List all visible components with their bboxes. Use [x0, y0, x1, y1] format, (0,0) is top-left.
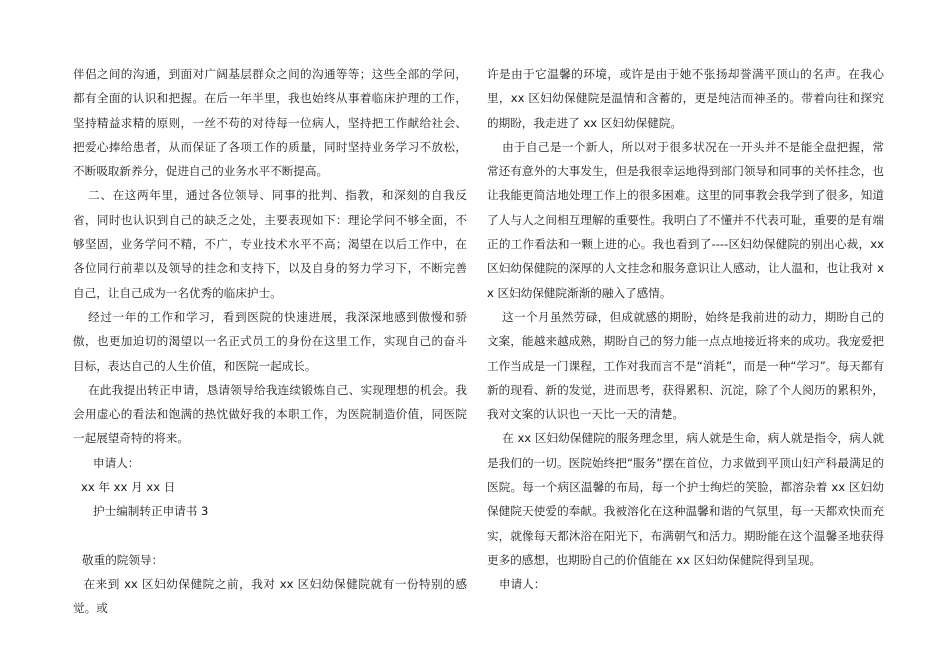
left-paragraph-4: 在此我提出转正申请，恳请领导给我连续锻炼自己、实现理想的机会。我会用虚心的看法和饱满的热忱做好我的本职工作，为医院制造价值，同医院一起展望奇特的将来。	[73, 382, 467, 446]
left-paragraph-3: 经过一年的工作和学习，看到医院的快速进展，我深深地感到傲慢和骄傲，也更加迫切的渴望以一名正式员工的身份在这里工作，实现自己的奋斗目标，表达自己的人生价值，和医院一起成长。	[73, 309, 467, 373]
right-paragraph-4: 在 xx 区妇幼保健院的服务理念里，病人就是生命，病人就是指令，病人就是我们的一切。医院始终把“服务”摆在首位，力求做到平顶山妇产科最满足的医院。每一个病区温馨的布局，每一个护士绚烂的笑脸，都溶杂着 xx 区妇幼保健院天使爱的奉献。我被溶化在这种温馨和谐的气氛里，每一天都欢快而充实，就像每天都沐浴在阳光下，布满朝气和活力。期盼能在这个温馨圣地获得更多的感想，也期盼自己的价值能在 xx 区妇幼保健院得到呈现。	[487, 431, 884, 567]
greeting-line: 敬重的院领导：	[82, 552, 164, 567]
left-paragraph-5: 在来到 xx 区妇幼保健院之前，我对 xx 区妇幼保健院就有一份特别的感觉。或	[73, 576, 467, 616]
left-paragraph-1: 伴侣之间的沟通，到面对广阔基层群众之间的沟通等等；这些全部的学问，都有全面的认识和把握。在后一年半里，我也始终从事着临床护理的工作，坚持精益求精的原则，一丝不苟的对待每一位病人，坚持把工作献给社会、把爱心捧给患者，从而保证了各项工作的质量，同时坚持业务学习不放松，不断吸取新养分，促进自己的业务水平不断提高。	[73, 67, 467, 179]
right-paragraph-1: 许是由于它温馨的环境，或许是由于她不张扬却誉满平顶山的名声。在我心里，xx 区妇幼保健院是温情和含蓄的，更是纯洁而神圣的。带着向往和探究的期盼，我走进了 xx 区妇幼保健院。	[487, 67, 884, 130]
left-paragraph-2: 二、在这两年里，通过各位领导、同事的批判、指教，和深刻的自我反省，同时也认识到自己的缺乏之处，主要表现如下：理论学问不够全面，不够坚固，业务学问不精，不广，专业技术水平不高；渴望在以后工作中，在各位同行前辈以及领导的挂念和支持下，以及自身的努力学习下，不断完善自己，让自己成为一名优秀的临床护士。	[73, 188, 467, 300]
left-date-line: xx 年 xx 月 xx 日	[81, 480, 176, 495]
right-paragraph-2: 由于自己是一个新人，所以对于很多状况在一开头并不是能全盘把握，常常还有意外的大事发生，但是我很幸运地得到部门领导和同事的关怀挂念，也让我能更简洁地处理工作上的很多困难。这里的同事教会我学到了很多，知道了人与人之间相互理解的重要性。我明白了不懂并不代表可耻，重要的是有端正的工作看法和一颗上进的心。我也看到了----区妇幼保健院的别出心裁，xx 区妇幼保健院的深厚的人文挂念和服务意识让人感动，让人温和，也让我对 xx 区妇幼保健院渐渐的融入了感情。	[487, 139, 884, 300]
left-column	[73, 62, 467, 621]
blank-line	[73, 524, 467, 548]
right-paragraph-3: 这一个月虽然劳碌，但成就感的期盼，始终是我前进的动力，期盼自己的文案，能越来越成熟，期盼自己的努力能一点点地接近将来的成功。我宠爱把工作当成是一门课程，工作对我而言不是“消耗”，而是一种“学习”。每天都有新的现看、新的发觉，进而思考，获得累积、沉淀，除了个人阅历的累积外，我对文案的认识也一天比一天的清楚。	[487, 309, 884, 422]
next-document-title: 护士编制转正申请书 3	[93, 504, 209, 519]
right-column	[487, 62, 884, 597]
right-applicant-label: 申请人：	[499, 577, 546, 592]
left-applicant-label: 申请人：	[93, 455, 140, 470]
